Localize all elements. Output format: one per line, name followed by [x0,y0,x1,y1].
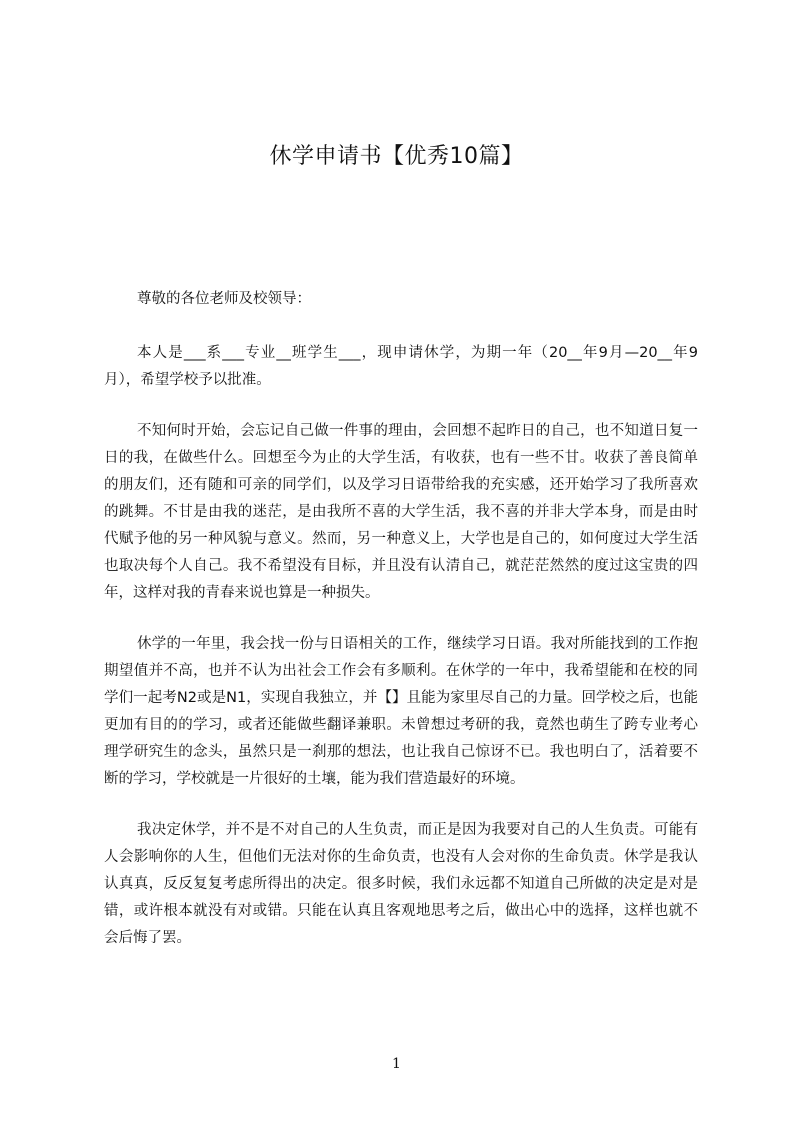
paragraph-4: 我决定休学，并不是不对自己的人生负责，而正是因为我要对自己的人生负责。可能有人会影响你的人生，但他们无法对你的生命负责，也没有人会对你的生命负责。休学是我认认真真，反反复复考虑所得出的决定。很多时候，我们永远都不知道自己所做的决定是对是错，或许根本就没有对或错。只能在认真且客观地思考之后，做出心中的选择，这样也就不会后悔了罢。 [104,822,698,946]
page-number: 1 [392,1056,401,1072]
paragraph-1: 本人是___系___专业__班学生___，现申请休学，为期一年（20__年9月—20__年9月），希望学校予以批准。 [104,345,698,388]
salutation: 尊敬的各位老师及校领导： [137,291,311,307]
document-title: 休学申请书【优秀10篇】 [269,144,524,169]
paragraph-3: 休学的一年里，我会找一份与日语相关的工作，继续学习日语。我对所能找到的工作抱期望值并不高，也并不认为出社会工作会有多顺利。在休学的一年中，我希望能和在校的同学们一起考N2或是N1，实现自我独立，并【】且能为家里尽自己的力量。回学校之后，也能更加有目的的学习，或者还能做些翻译兼职。未曾想过考研的我，竟然也萌生了跨专业考心理学研究生的念头，虽然只是一刹那的想法，也让我自己惊讶不已。我也明白了，活着要不断的学习，学校就是一片很好的土壤，能为我们营造最好的环境。 [104,636,698,787]
document-body [104,286,698,952]
paragraph-2: 不知何时开始，会忘记自己做一件事的理由，会回想不起昨日的自己，也不知道日复一日的我，在做些什么。回想至今为止的大学生活，有收获，也有一些不甘。收获了善良简单的朋友们，还有随和可亲的同学们，以及学习日语带给我的充实感，还开始学习了我所喜欢的跳舞。不甘是由我的迷茫，是由我所不喜的大学生活，我不喜的并非大学本身，而是由时代赋予他的另一种风貌与意义。然而，另一种意义上，大学也是自己的，如何度过大学生活也取决每个人自己。我不希望没有目标，并且没有认清自己，就茫茫然然的度过这宝贵的四年，这样对我的青春来说也算是一种损失。 [104,423,698,601]
